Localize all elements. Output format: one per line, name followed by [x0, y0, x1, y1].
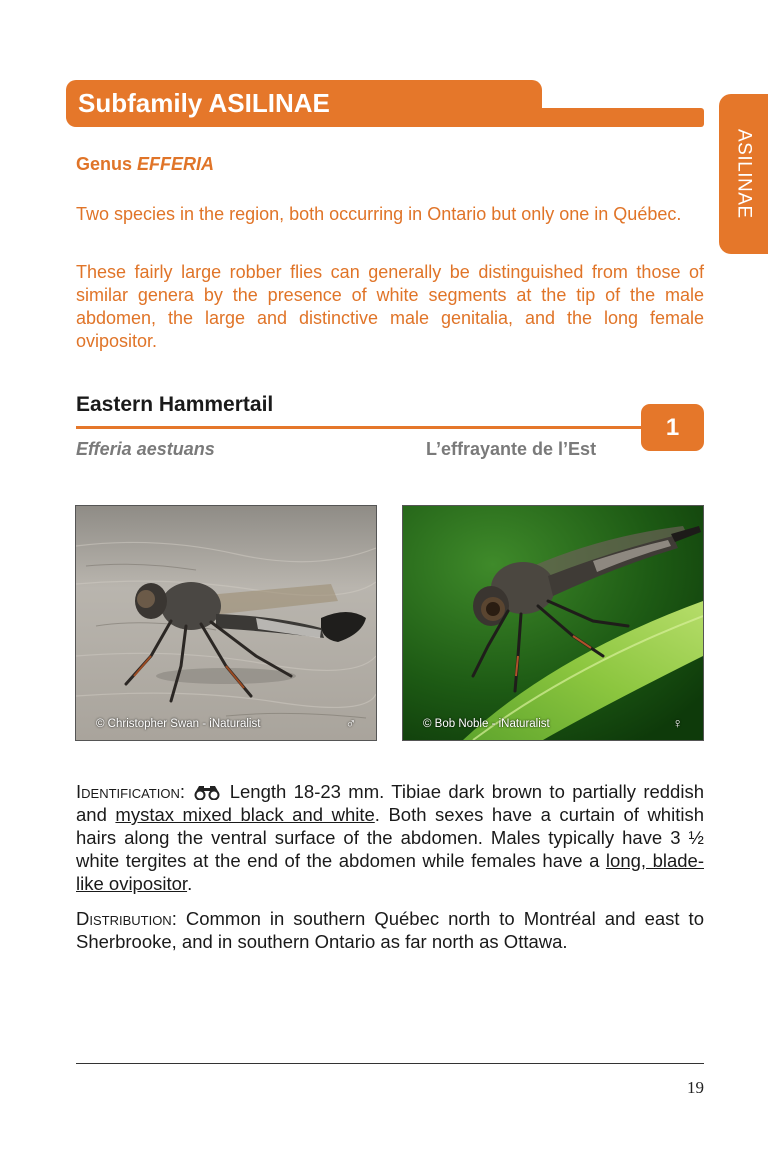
identification-paragraph [76, 780, 704, 895]
photo-credit-male: © Christopher Swan - iNaturalist [96, 718, 261, 730]
identification-text-1: Length 18-23 mm. Tibiae dark brown to partially reddish and [76, 781, 704, 825]
species-scientific-name: Efferia aestuans [76, 439, 215, 459]
intro-paragraph-2: These fairly large robber flies can generally be distinguished from those of similar genera by the presence of white segments at the tip of the male abdomen, the large and distinctive male genitalia, and the long female ovipositor. [76, 262, 704, 351]
section-side-tab[interactable] [719, 94, 768, 254]
species-common-name: Eastern Hammertail [76, 393, 274, 416]
subfamily-title: Subfamily ASILINAE [78, 88, 330, 118]
robber-fly-female-image [403, 506, 703, 740]
genus-heading [76, 154, 214, 175]
binoculars-icon [192, 782, 222, 798]
footer-divider [76, 1063, 704, 1064]
genus-prefix: Genus [76, 154, 138, 174]
photo-female [402, 505, 704, 741]
identification-label: Identification: [76, 781, 185, 802]
species-french-name: L’effrayante de l’Est [426, 439, 597, 459]
species-number-badge: 1 [641, 404, 704, 451]
identification-text-2: . Both sexes have a curtain of whitish hairs along the ventral surface of the abdomen. Males typically have 3 ½ white tergites at the end of the abdomen while females have a [76, 804, 704, 871]
male-symbol-icon: ♂ [345, 715, 356, 731]
identification-key-trait-mystax: mystax mixed black and white [115, 804, 375, 825]
distribution-label: Distribution: [76, 908, 177, 929]
distribution-text: Common in southern Québec north to Montréal and east to Sherbrooke, and in southern Ontario as far north as Ottawa. [76, 908, 704, 952]
species-divider [76, 426, 656, 429]
side-tab-label: ASILINAE [733, 129, 755, 219]
intro-paragraph-1: Two species in the region, both occurring in Ontario but only one in Québec. [76, 204, 682, 224]
photo-credit-female: © Bob Noble - iNaturalist [423, 718, 550, 730]
genus-name: EFFERIA [137, 154, 215, 174]
female-symbol-icon: ♀ [672, 715, 683, 731]
identification-key-trait-ovipositor: long, blade-like ovipositor [76, 850, 704, 894]
page-number: 19 [687, 1078, 704, 1097]
distribution-paragraph [76, 907, 704, 953]
identification-text-3: . [187, 873, 193, 894]
robber-fly-male-image [76, 506, 376, 740]
photo-male [75, 505, 377, 741]
